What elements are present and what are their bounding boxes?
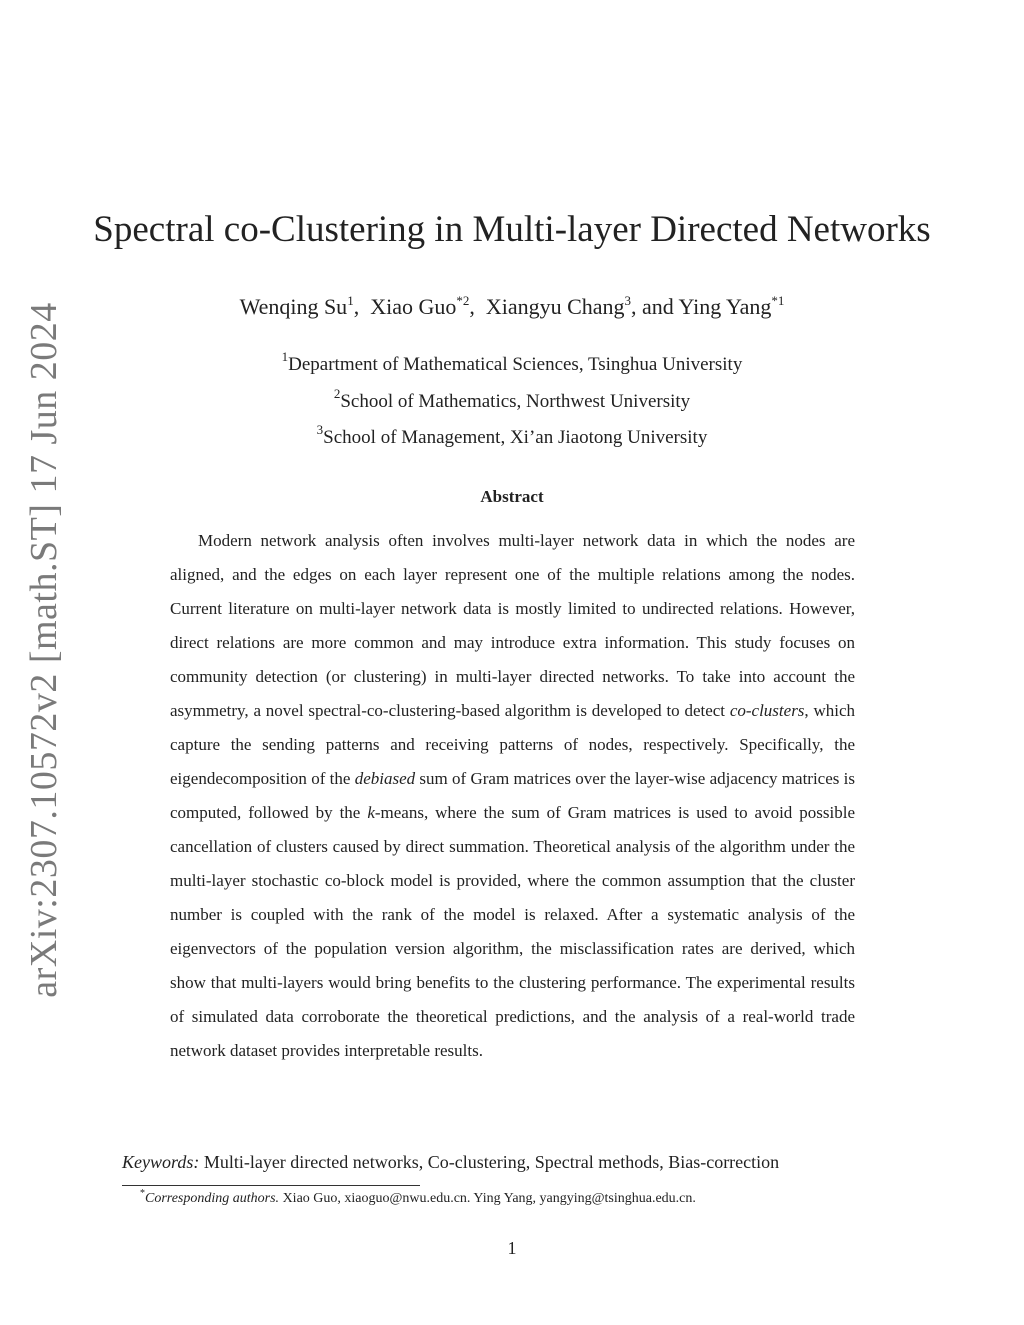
- affiliation-2: [0, 386, 1024, 413]
- author-mark: *2: [456, 293, 470, 308]
- keywords-text: Multi-layer directed networks, Co-clustering, Spectral methods, Bias-correction: [199, 1152, 780, 1172]
- affiliation-text: Department of Mathematical Sciences, Tsinghua University: [288, 354, 743, 375]
- affiliation-number: 3: [316, 422, 324, 437]
- author-list: [0, 294, 1024, 320]
- affiliation-1: [0, 349, 1024, 376]
- abstract-text: sum of Gram matrices over the layer-wise adjacency matrices is computed, followed by the: [170, 769, 856, 822]
- author-name: Xiangyu Chang: [485, 294, 625, 319]
- abstract-emphasis: co-clusters: [729, 701, 805, 720]
- arxiv-identifier-text: arXiv:2307.10572v2 [math.ST] 17 Jun 2024: [23, 302, 66, 998]
- author-name: Wenqing Su: [239, 294, 348, 319]
- affiliation-number: 1: [281, 349, 289, 364]
- abstract-emphasis: debiased: [354, 769, 416, 788]
- author-separator: ,: [353, 294, 371, 319]
- affiliation-text: School of Management, Xi’an Jiaotong University: [323, 427, 708, 448]
- footnote-text: Xiao Guo, xiaoguo@nwu.edu.cn. Ying Yang, yangying@tsinghua.edu.cn.: [279, 1191, 696, 1206]
- paper-title: Spectral co-Clustering in Multi-layer Directed Networks: [93, 209, 931, 250]
- abstract-heading: Abstract: [480, 487, 544, 506]
- affiliation-3: [0, 422, 1024, 449]
- author-name: Ying Yang: [678, 294, 772, 319]
- abstract-emphasis: k: [367, 803, 375, 822]
- abstract-text: , which capture the sending patterns and receiving patterns of nodes, respectively. Specifically, the eigendecomposition of the: [170, 701, 856, 788]
- keywords-label: Keywords:: [122, 1152, 200, 1172]
- abstract-body: [170, 524, 855, 1068]
- author-separator: , and: [631, 294, 679, 319]
- abstract-text: -means, where the sum of Gram matrices is used to avoid possible cancellation of clusters caused by direct summation. Theoretical analysis of the algorithm under the multi-layer stochastic co-block model is provided, where the common assumption that the cluster number is coupled with the rank of the model is relaxed. After a systematic analysis of the eigenvectors of the population version algorithm, the misclassification rates are derived, which show that multi-layers would bring benefits to the clustering performance. The experimental results of simulated data corroborate the theoretical predictions, and the analysis of a real-world trade network dataset provides interpretable results.: [170, 803, 855, 1060]
- author-mark: 3: [624, 293, 632, 308]
- author-name: Xiao Guo: [370, 294, 457, 319]
- author-separator: ,: [469, 294, 486, 319]
- footnote-divider: [122, 1185, 420, 1186]
- author-mark: *1: [771, 293, 785, 308]
- footnote-mark: *: [140, 1188, 145, 1199]
- abstract-text: Modern network analysis often involves multi-layer network data in which the nodes are aligned, and the edges on each layer represent one of the multiple relations among the nodes. Current literature on multi-layer network data is mostly limited to undirected relations. However, direct relations are more common and may introduce extra information. This study focuses on community detection (or clustering) in multi-layer directed networks. To take into account the asymmetry, a novel spectral-co-clustering-based algorithm is developed to detect: [170, 531, 855, 720]
- affiliation-number: 2: [333, 386, 341, 401]
- author-mark: 1: [347, 293, 354, 308]
- affiliation-text: School of Mathematics, Northwest University: [340, 391, 691, 412]
- keywords-line: [122, 1152, 912, 1173]
- footnote-label: Corresponding authors.: [145, 1191, 280, 1206]
- footnote: [140, 1188, 696, 1207]
- page-number: 1: [507, 1238, 517, 1258]
